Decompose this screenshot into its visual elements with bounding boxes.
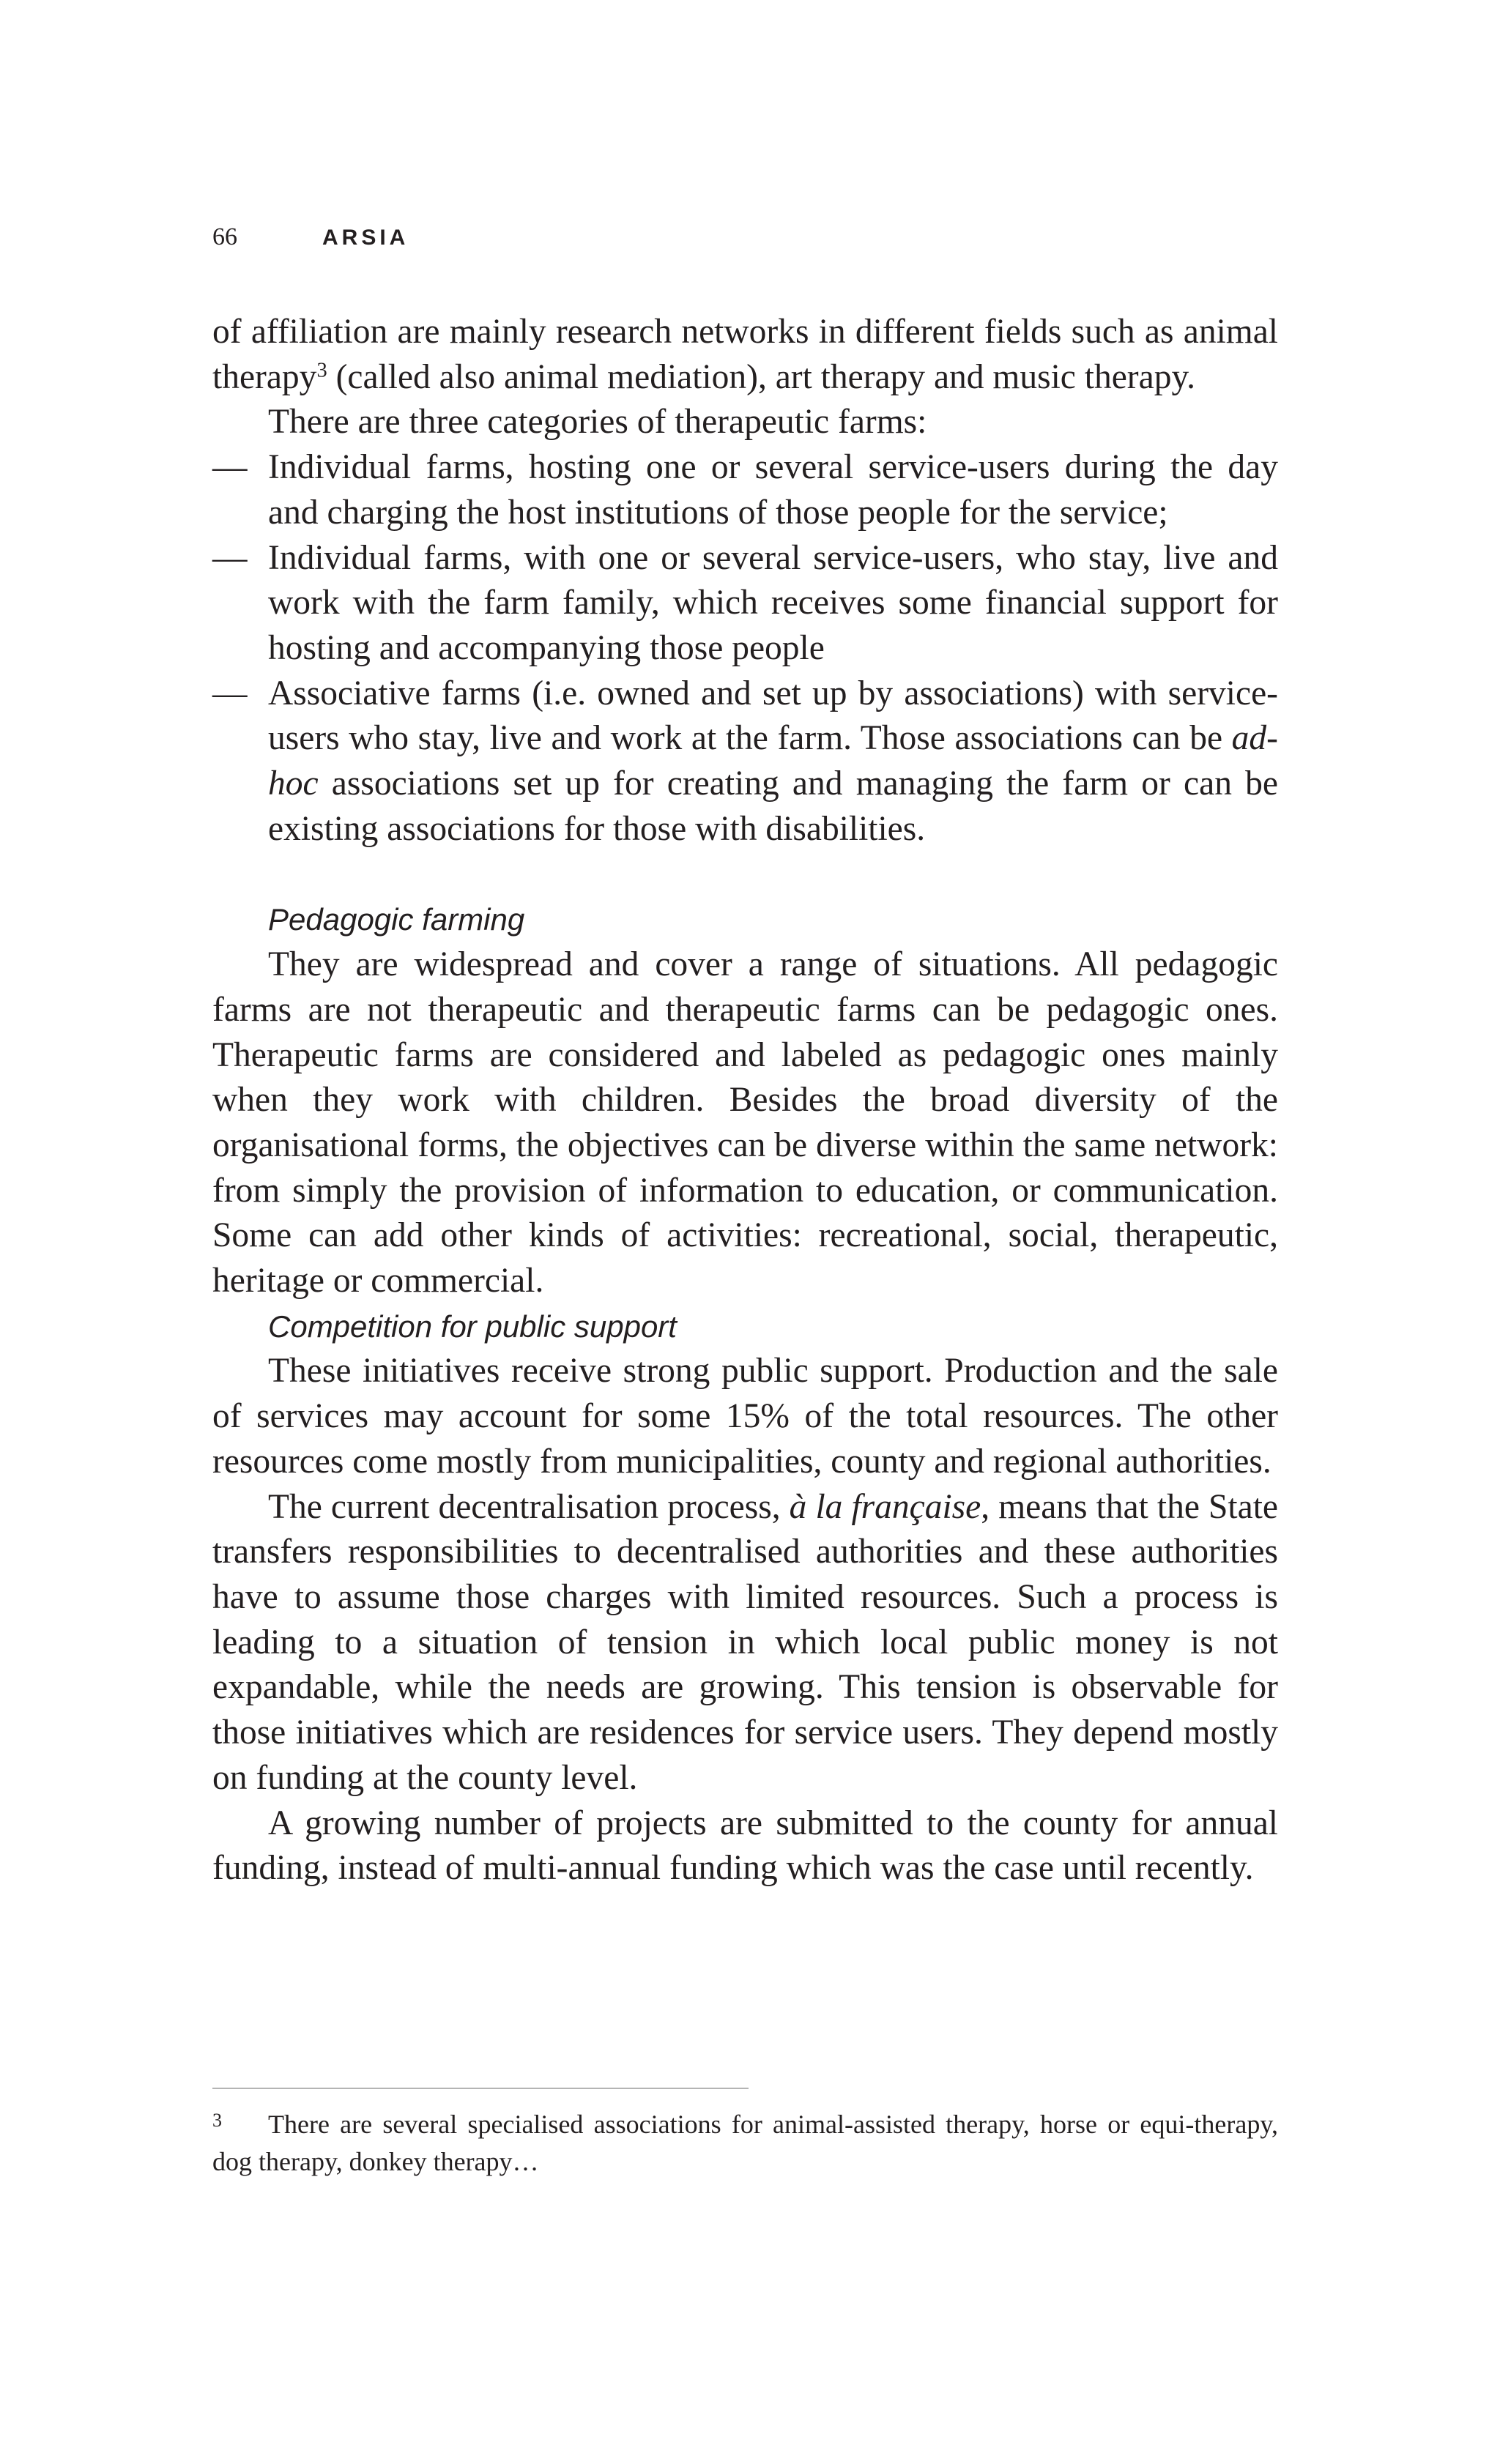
footnote-rule [212, 2088, 749, 2089]
body-text [212, 310, 1278, 1891]
farm-categories-list [212, 445, 1278, 852]
list-item [212, 536, 1278, 671]
dash-bullet: — [212, 674, 248, 712]
list-item-text-part-1: Associative farms (i.e. owned and set up by associations) with service-users who stay, live and work at the farm. Those associations can be [268, 674, 1278, 758]
footnote: 3 There are several specialised associations for animal-assisted therapy, horse or equi-therapy, dog therapy, donkey therapy… [212, 2109, 1278, 2176]
paragraph-text-part-1: The current decentralisation process, [268, 1487, 790, 1526]
competition-paragraph-1: These initiatives receive strong public support. Production and the sale of services may account for some 15% of the total resources. The other resources come mostly from municipalities, county and regional authorities. [212, 1352, 1278, 1481]
list-item [212, 445, 1278, 535]
running-head [212, 220, 409, 256]
paragraph-italic: à la française [789, 1487, 981, 1526]
page-number: 66 [212, 223, 237, 250]
section-spacer [212, 852, 1278, 897]
competition-paragraph-2 [212, 1485, 1278, 1801]
intro-text-1: of affiliation are mainly research networks in different fields such as animal therapy [212, 313, 1278, 396]
section-heading-competition: Competition for public support [268, 1309, 677, 1344]
list-item [212, 671, 1278, 852]
pedagogic-paragraph: They are widespread and cover a range of situations. All pedagogic farms are not therapeutic and therapeutic farms can be pedagogic ones. Therapeutic farms are considered and labeled as pedagogic ones mainly when they work with children. Besides the broad diversity of the organisational forms, the objectives can be diverse within the same network: from simply the provision of information to education, or communication. Some can add other kinds of activities: recreational, social, therapeutic, heritage or commercial. [212, 945, 1278, 1300]
intro-paragraph [212, 310, 1278, 400]
paragraph-text-part-2: , means that the State transfers responsibilities to decentralised authorities and these authorities have to assume those charges with limited resources. Such a process is leading to a situation of tension in which local public money is not expandable, while the needs are growing. This tension is observable for those initiatives which are residences for service users. They depend mostly on funding at the county level. [212, 1487, 1278, 1797]
list-item-text: Individual farms, hosting one or several service-users during the day and charging the host institutions of those people for the service; [268, 448, 1278, 532]
footnote-text: There are several specialised associations for animal-assisted therapy, horse or equi-therapy, dog therapy, donkey therapy… [212, 2110, 1278, 2176]
list-item-italic: ad-hoc [268, 719, 1278, 803]
list-item-text-part-2: associations set up for creating and managing the farm or can be existing associations for those with disabilities. [268, 764, 1278, 848]
categories-intro: There are three categories of therapeutic farms: [268, 403, 927, 442]
section-heading-pedagogic: Pedagogic farming [268, 902, 525, 937]
intro-text-2: (called also animal mediation), art therapy and music therapy. [327, 357, 1195, 396]
dash-bullet: — [212, 448, 248, 487]
journal-name: ARSIA [322, 226, 409, 250]
dash-bullet: — [212, 538, 248, 577]
competition-paragraph-3: A growing number of projects are submitted to the county for annual funding, instead of multi-annual funding which was the case until recently. [212, 1804, 1278, 1888]
footnote-reference[interactable]: 3 [316, 359, 327, 382]
list-item-text: Individual farms, with one or several service-users, who stay, live and work with the farm family, which receives some financial support for hosting and accompanying those people [268, 538, 1278, 667]
